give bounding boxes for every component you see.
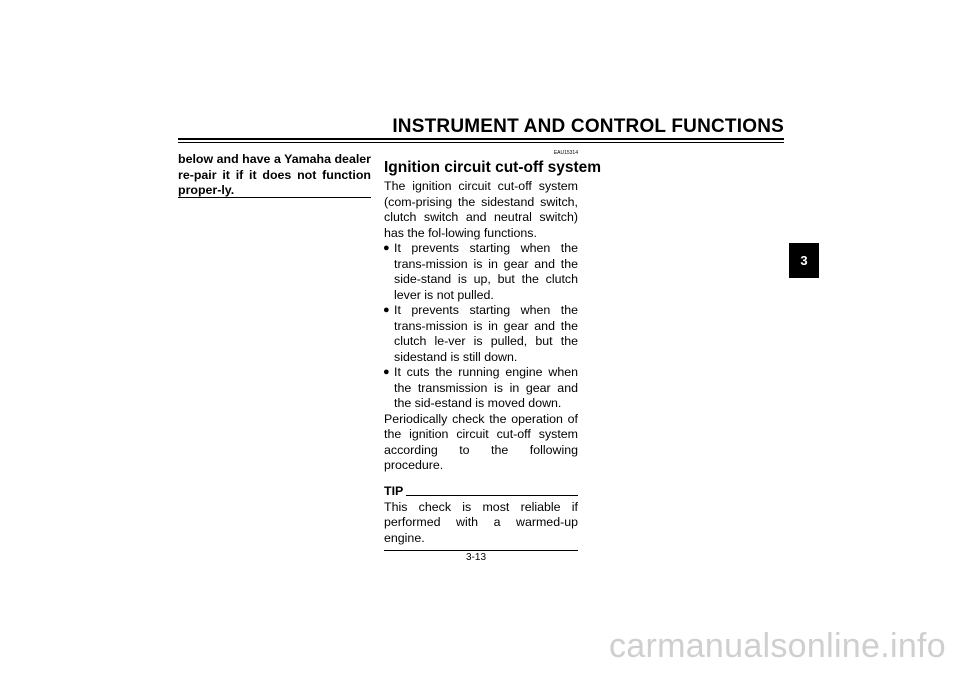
page-number: 3-13 bbox=[466, 552, 487, 563]
header-rule-thin bbox=[178, 142, 784, 143]
right-column bbox=[383, 150, 602, 551]
list-item bbox=[384, 365, 578, 412]
tip-label: TIP bbox=[384, 483, 404, 498]
left-column-text: below and have a Yamaha dealer re-pair it if it does not function proper-ly. bbox=[178, 152, 371, 197]
left-column-end-rule bbox=[178, 197, 371, 198]
bullet-icon: ● bbox=[383, 366, 390, 378]
tip-text: This check is most reliable if performed with a warmed-up engine. bbox=[384, 499, 578, 545]
intro-paragraph: The ignition circuit cut-off system (com-prising the sidestand switch, clutch switch and neutral switch) has the fol-lowing functions. bbox=[384, 179, 578, 240]
list-item bbox=[384, 303, 578, 365]
bullet-icon: ● bbox=[383, 304, 390, 316]
section-code: EAU15314 bbox=[553, 150, 578, 156]
function-list bbox=[384, 241, 578, 412]
tip-rule bbox=[406, 495, 578, 496]
header-rule bbox=[178, 138, 784, 140]
list-item-text: It prevents starting when the trans-mission is in gear and the clutch le-ver is pulled, but the sidestand is still down. bbox=[394, 303, 578, 364]
tip-header bbox=[384, 484, 578, 499]
watermark: carmanualsonline.info bbox=[608, 627, 946, 665]
page-header-title: INSTRUMENT AND CONTROL FUNCTIONS bbox=[392, 116, 784, 137]
list-item-text: It cuts the running engine when the transmission is in gear and the sid-estand is moved down. bbox=[394, 365, 578, 410]
closing-paragraph: Periodically check the operation of the ignition circuit cut-off system according to the following procedure. bbox=[384, 411, 578, 472]
bullet-icon: ● bbox=[383, 242, 390, 254]
list-item bbox=[384, 241, 578, 303]
list-item-text: It prevents starting when the trans-mission is in gear and the side-stand is up, but the clutch lever is not pulled. bbox=[394, 241, 578, 302]
chapter-tab: 3 bbox=[789, 243, 819, 278]
section-heading: Ignition circuit cut-off system bbox=[384, 159, 602, 176]
tip-end-rule bbox=[384, 550, 578, 551]
